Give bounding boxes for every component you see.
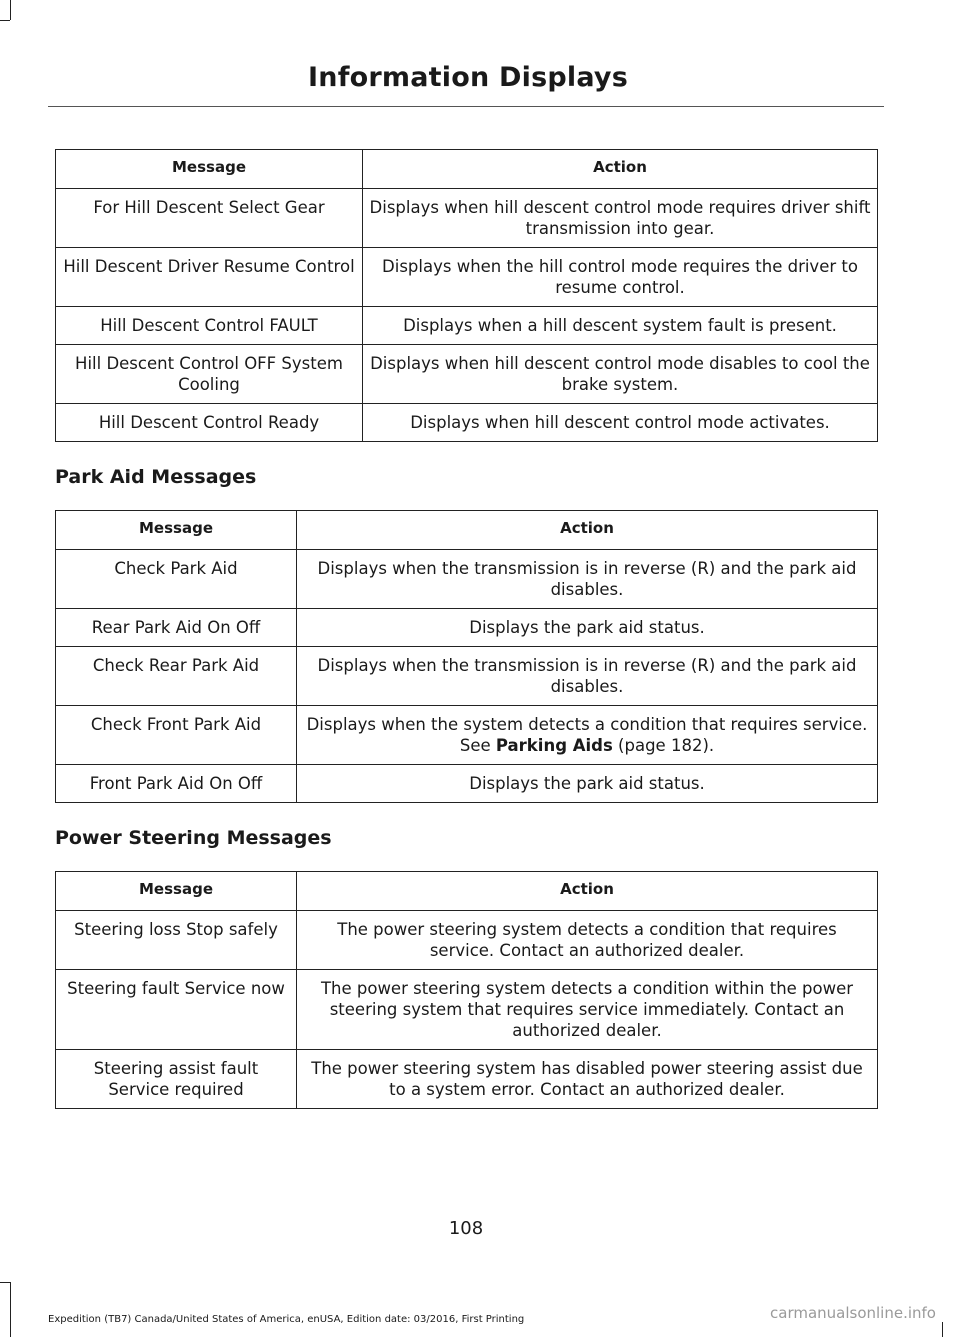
action-cell: The power steering system detects a condition that requires service. Contact an authorized dealer. xyxy=(297,911,878,970)
hill-descent-table xyxy=(55,149,878,442)
action-cell: Displays when a hill descent system fault is present. xyxy=(363,307,878,345)
title-divider xyxy=(48,106,884,107)
table-header-row xyxy=(56,150,878,189)
column-header-action: Action xyxy=(297,511,878,550)
table-row xyxy=(56,706,878,765)
section-title-power-steering: Power Steering Messages xyxy=(55,827,332,849)
table-row xyxy=(56,911,878,970)
park-aid-table xyxy=(55,510,878,803)
crop-mark-bottom-left-v xyxy=(10,1282,11,1337)
message-cell: Hill Descent Control FAULT xyxy=(56,307,363,345)
table-row xyxy=(56,1050,878,1109)
action-cell xyxy=(297,706,878,765)
crop-mark-top-left-v xyxy=(10,0,11,20)
column-header-message: Message xyxy=(56,150,363,189)
message-cell: Front Park Aid On Off xyxy=(56,765,297,803)
action-cell: Displays when the hill control mode requires the driver to resume control. xyxy=(363,248,878,307)
footer-edition-info: Expedition (TB7) Canada/United States of America, enUSA, Edition date: 03/2016, First Printing xyxy=(48,1314,525,1325)
parking-aids-link[interactable]: Parking Aids xyxy=(495,736,613,755)
section-title-park-aid: Park Aid Messages xyxy=(55,466,257,488)
table-row xyxy=(56,307,878,345)
table-header-row xyxy=(56,872,878,911)
action-cell: The power steering system has disabled power steering assist due to a system error. Contact an authorized dealer. xyxy=(297,1050,878,1109)
message-cell: For Hill Descent Select Gear xyxy=(56,189,363,248)
table-row xyxy=(56,345,878,404)
message-cell: Hill Descent Control Ready xyxy=(56,404,363,442)
page-reference: (page 182). xyxy=(612,736,715,755)
message-cell: Hill Descent Driver Resume Control xyxy=(56,248,363,307)
table-row xyxy=(56,550,878,609)
page-number: 108 xyxy=(448,1218,484,1239)
crop-mark-top-left-h xyxy=(0,20,10,21)
action-text: Displays when the system detects a condition that requires service. See xyxy=(306,715,868,755)
action-cell: Displays when hill descent control mode activates. xyxy=(363,404,878,442)
column-header-action: Action xyxy=(297,872,878,911)
action-cell: Displays when hill descent control mode requires driver shift transmission into gear. xyxy=(363,189,878,248)
table-row xyxy=(56,609,878,647)
message-cell: Check Park Aid xyxy=(56,550,297,609)
table-row xyxy=(56,189,878,248)
action-cell: Displays when the transmission is in reverse (R) and the park aid disables. xyxy=(297,550,878,609)
column-header-action: Action xyxy=(363,150,878,189)
message-cell: Check Front Park Aid xyxy=(56,706,297,765)
crop-mark-bottom-right-v xyxy=(942,1322,943,1337)
table-row xyxy=(56,765,878,803)
table-row xyxy=(56,647,878,706)
crop-mark-bottom-left-h xyxy=(0,1282,10,1283)
power-steering-table xyxy=(55,871,878,1109)
message-cell: Rear Park Aid On Off xyxy=(56,609,297,647)
table-row xyxy=(56,248,878,307)
message-cell: Hill Descent Control OFF System Cooling xyxy=(56,345,363,404)
action-cell: Displays when hill descent control mode disables to cool the brake system. xyxy=(363,345,878,404)
action-cell: Displays the park aid status. xyxy=(297,609,878,647)
action-cell: Displays the park aid status. xyxy=(297,765,878,803)
message-cell: Steering assist fault Service required xyxy=(56,1050,297,1109)
message-cell: Steering fault Service now xyxy=(56,970,297,1050)
action-cell: Displays when the transmission is in reverse (R) and the park aid disables. xyxy=(297,647,878,706)
column-header-message: Message xyxy=(56,872,297,911)
column-header-message: Message xyxy=(56,511,297,550)
message-cell: Check Rear Park Aid xyxy=(56,647,297,706)
table-row xyxy=(56,970,878,1050)
action-cell: The power steering system detects a condition within the power steering system that requires service immediately. Contact an authorized dealer. xyxy=(297,970,878,1050)
watermark: carmanualsonline.info xyxy=(770,1304,936,1322)
table-header-row xyxy=(56,511,878,550)
message-cell: Steering loss Stop safely xyxy=(56,911,297,970)
table-row xyxy=(56,404,878,442)
page-title: Information Displays xyxy=(308,62,628,93)
